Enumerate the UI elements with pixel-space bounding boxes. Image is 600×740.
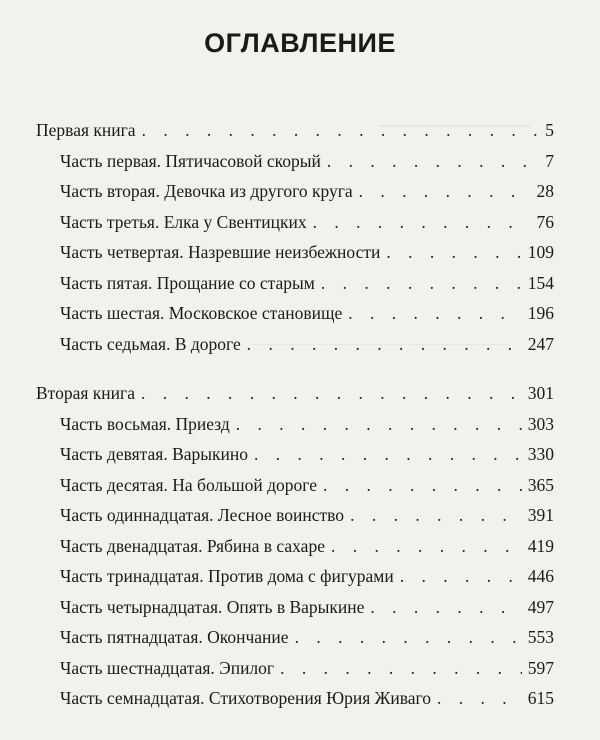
toc-part-entry-label: Часть седьмая. В дороге [60, 333, 241, 354]
toc-part-entry-label: Часть одиннадцатая. Лесное воинство [60, 505, 345, 525]
toc-part-entry [60, 334, 554, 360]
toc-part-entry [60, 658, 554, 684]
page-number: 109 [527, 242, 554, 262]
dot-leader [370, 597, 521, 618]
toc-part-entry [60, 566, 554, 592]
dot-leader [350, 505, 522, 526]
page-number: 615 [527, 688, 554, 708]
toc-part-entry-label: Часть тринадцатая. Против дома с фигурами [60, 566, 394, 586]
page-number: 28 [536, 181, 554, 201]
toc-part-entry [60, 212, 554, 238]
toc-part-entry-label: Часть шестая. Московское становище [60, 303, 343, 323]
toc-part-entry-label: Часть пятнадцатая. Окончание [60, 627, 289, 647]
toc-part-entry [60, 536, 554, 562]
toc-book-entry-label: Первая книга [36, 120, 136, 140]
toc-part-entry-label: Часть вторая. Девочка из другого круга [60, 181, 353, 201]
page-number: 154 [527, 272, 554, 293]
toc-part-entry [60, 505, 554, 531]
toc-part-entry [60, 414, 554, 440]
toc-book-entry [36, 120, 554, 146]
dot-leader [323, 475, 522, 496]
page-number: 5 [545, 120, 554, 140]
dot-leader [236, 414, 522, 435]
toc-part-entry [60, 627, 554, 653]
toc-part-entry-label: Часть третья. Елка у Свентицких [60, 211, 307, 232]
dot-leader [327, 151, 539, 172]
dot-leader [400, 566, 522, 587]
toc-book-entry-label: Вторая книга [36, 383, 135, 403]
page-number: 497 [527, 596, 554, 617]
page-number: 301 [527, 383, 554, 403]
toc-part-entry [60, 475, 554, 501]
toc-part-entry-label: Часть четвертая. Назревшие неизбежности [60, 242, 381, 262]
toc-part-entry [60, 151, 554, 177]
toc-part-entry-label: Часть девятая. Варыкино [60, 444, 249, 464]
toc-part-entry [60, 597, 554, 623]
dot-leader [386, 242, 521, 263]
dot-leader [254, 444, 522, 465]
toc-part-entry [60, 273, 554, 299]
page-number: 419 [527, 535, 554, 556]
page-number: 553 [527, 627, 554, 647]
page-title: ОГЛАВЛЕНИЕ [204, 28, 396, 58]
page-number: 7 [545, 150, 554, 171]
page-number: 365 [527, 474, 554, 495]
toc-part-entry-label: Часть шестнадцатая. Эпилог [60, 657, 275, 678]
dot-leader [313, 212, 531, 233]
page-number: 391 [527, 505, 554, 525]
toc-part-entry [60, 303, 554, 329]
page-number: 446 [527, 566, 554, 586]
toc-part-entry [60, 242, 554, 268]
page-number: 76 [536, 211, 554, 232]
toc-part-entry-label: Часть четырнадцатая. Опять в Варыкине [60, 596, 365, 617]
toc-part-entry-label: Часть двенадцатая. Рябина в сахаре [60, 535, 325, 556]
toc-part-entry-label: Часть десятая. На большой дороге [60, 474, 318, 495]
dot-leader [247, 334, 522, 355]
toc-part-entry [60, 444, 554, 470]
dot-leader [359, 181, 531, 202]
page-number: 330 [527, 444, 554, 464]
toc-part-entry-label: Часть первая. Пятичасовой скорый [60, 150, 321, 171]
toc-part-entry-label: Часть восьмая. Приезд [60, 413, 230, 434]
toc-part-entry [60, 181, 554, 207]
toc-part-entry [60, 688, 554, 714]
dot-leader [280, 658, 522, 679]
dot-leader [348, 303, 521, 324]
page-number: 597 [527, 657, 554, 678]
toc-part-entry-label: Часть семнадцатая. Стихотворения Юрия Живаго [60, 688, 432, 708]
dot-leader [437, 688, 522, 709]
dot-leader [142, 120, 540, 141]
toc-book-entry [36, 383, 554, 409]
toc-part-entry-label: Часть пятая. Прощание со старым [60, 272, 315, 293]
page-number: 303 [527, 413, 554, 434]
page-number: 247 [527, 333, 554, 354]
page-number: 196 [527, 303, 554, 323]
dot-leader [295, 627, 522, 648]
dot-leader [141, 383, 522, 404]
dot-leader [321, 273, 522, 294]
dot-leader [331, 536, 522, 557]
